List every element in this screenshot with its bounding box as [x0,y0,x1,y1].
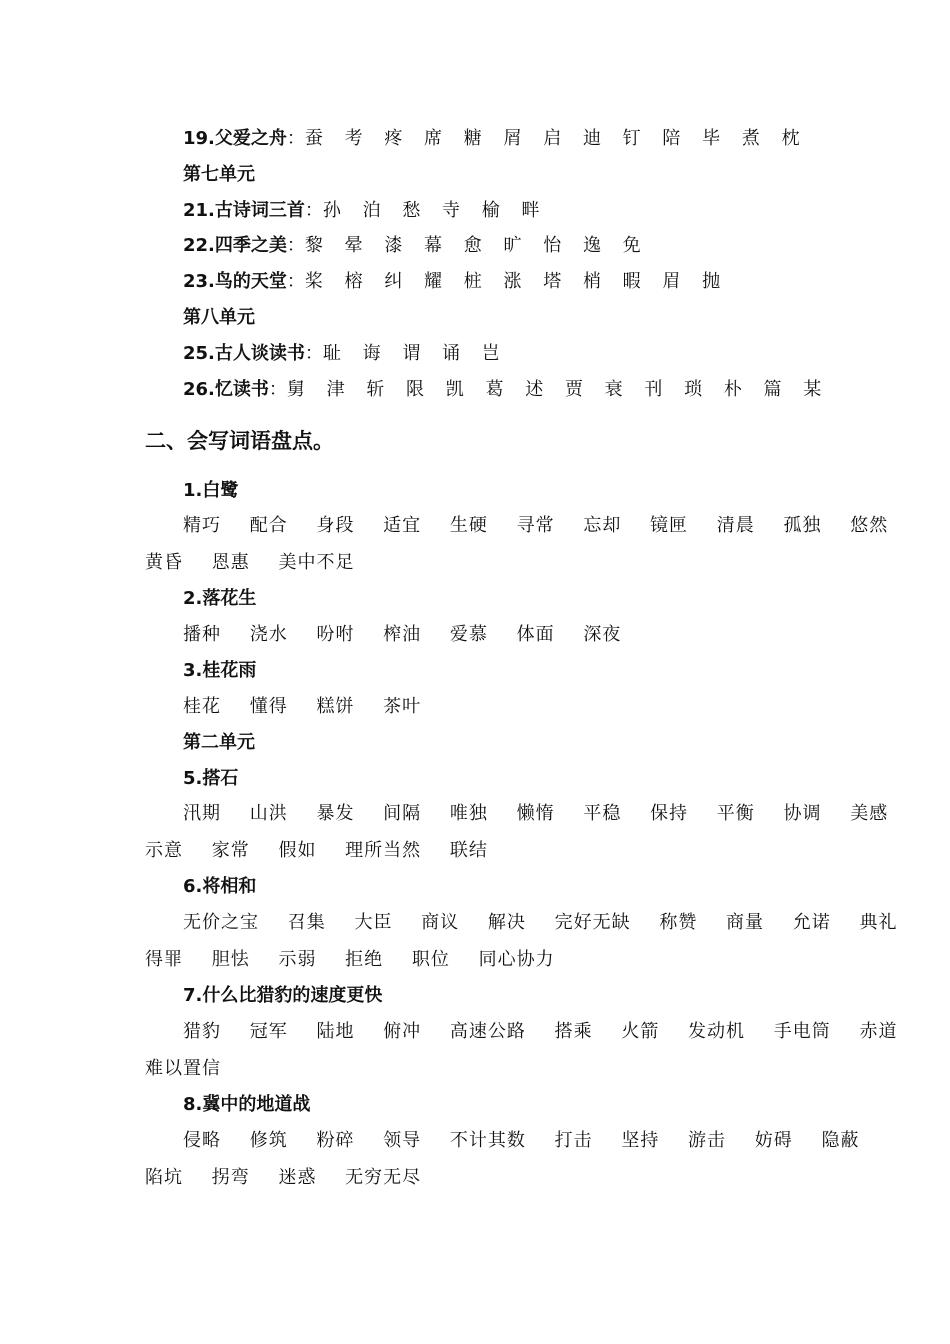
separator: ： [286,128,305,149]
unit-heading-7: 第七单元 [183,164,255,185]
lesson-label: 26.忆读书 [183,379,269,400]
word-line: 黄昏 恩惠 美中不足 [145,552,355,573]
word-lesson-title: 2.落花生 [183,588,257,609]
char-lesson-25 [183,342,506,366]
lesson-label: 21.古诗词三首 [183,200,305,221]
separator: ： [286,271,305,292]
word-line: 汛期 山洪 暴发 间隔 唯独 懒惰 平稳 保持 平衡 协调 美感 [183,803,889,824]
char-lesson-19 [183,127,806,151]
word-lesson-title: 7.什么比猎豹的速度更快 [183,985,383,1006]
word-lesson-title: 6.将相和 [183,876,257,897]
word-lesson-title: 5.搭石 [183,768,239,789]
lesson-chars: 黎 晕 漆 幕 愈 旷 怡 逸 免 [304,235,647,256]
char-lesson-22 [183,234,647,258]
lesson-label: 22.四季之美 [183,235,287,256]
unit-heading-2: 第二单元 [183,732,255,753]
lesson-label: 19.父爱之舟 [183,128,287,149]
word-line: 示意 家常 假如 理所当然 联结 [145,840,488,861]
lesson-chars: 孙 泊 愁 寺 榆 畔 [322,200,546,221]
word-line: 陷坑 拐弯 迷惑 无穷无尽 [145,1167,422,1188]
lesson-chars: 耻 诲 谓 诵 岂 [322,343,506,364]
lesson-label: 25.古人谈读书 [183,343,305,364]
lesson-chars: 蚕 考 疼 席 糖 屑 启 迪 钉 陪 毕 煮 枕 [304,128,806,149]
word-line: 得罪 胆怯 示弱 拒绝 职位 同心协力 [145,949,555,970]
char-lesson-26 [183,378,827,402]
word-line: 播种 浇水 吩咐 榨油 爱慕 体面 深夜 [183,624,622,645]
word-line: 精巧 配合 身段 适宜 生硬 寻常 忘却 镜匣 清晨 孤独 悠然 [183,515,889,536]
char-lesson-23 [183,270,726,294]
lesson-chars: 桨 榕 纠 耀 桩 涨 塔 梢 暇 眉 抛 [304,271,727,292]
word-lesson-title: 8.冀中的地道战 [183,1094,311,1115]
separator: ： [304,200,323,221]
char-lesson-21 [183,199,546,223]
word-line: 桂花 懂得 糕饼 茶叶 [183,696,422,717]
separator: ： [286,235,305,256]
word-line: 猎豹 冠军 陆地 俯冲 高速公路 搭乘 火箭 发动机 手电筒 赤道 [183,1021,898,1042]
section-two-title: 二、会写词语盘点。 [145,429,334,453]
word-lesson-title: 1.白鹭 [183,480,239,501]
word-line: 无价之宝 召集 大臣 商议 解决 完好无缺 称赞 商量 允诺 典礼 [183,912,898,933]
separator: ： [268,379,287,400]
lesson-chars: 舅 津 斩 限 凯 葛 述 贾 衰 刊 琐 朴 篇 某 [286,379,828,400]
unit-heading-8: 第八单元 [183,307,255,328]
word-lesson-title: 3.桂花雨 [183,660,257,681]
word-line: 侵略 修筑 粉碎 领导 不计其数 打击 坚持 游击 妨碍 隐蔽 [183,1130,860,1151]
separator: ： [304,343,323,364]
lesson-label: 23.鸟的天堂 [183,271,287,292]
word-line: 难以置信 [145,1058,221,1079]
